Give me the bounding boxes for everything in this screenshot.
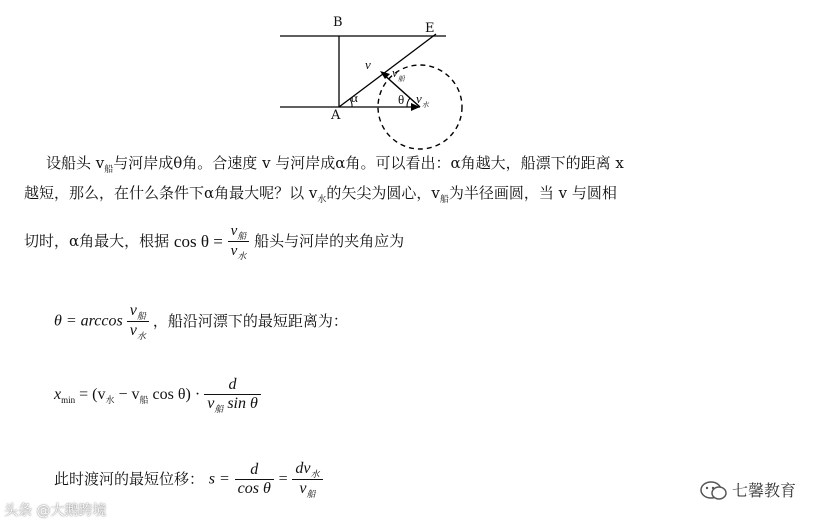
dv-over-v-fraction: $\frac{dv_水}{v_船}$ xyxy=(292,460,322,499)
label-v: v xyxy=(365,57,371,72)
cos-theta-fraction: $\frac{v_船}{v_水}$ xyxy=(228,222,250,261)
brand-name: 七馨教育 xyxy=(732,481,797,500)
equation-theta-arccos: θ = arccos $\frac{v_船}{v_水}$ ，船沿河漂下的最短距离为： xyxy=(54,302,348,341)
brand-logo xyxy=(700,480,728,502)
label-alpha: α xyxy=(351,90,358,105)
paragraph-line-2: 越短，那么，在什么条件下α角最大呢？以 $v_水$的矢尖为圆心，$v_船$为半径画圆，当 v 与圆相 xyxy=(24,184,617,205)
label-b: B xyxy=(333,15,343,30)
label-a: A xyxy=(331,108,341,123)
label-v-chuan: $v_船$ xyxy=(392,65,405,83)
equation-shortest-displacement: 此时渡河的最短位移： s = $\frac{d}{\text{cos θ}}$ = $\frac{dv_水}{v_船}$ xyxy=(54,460,323,499)
d-over-vsin-fraction: $\frac{d}{v_船 \sin \theta}$ xyxy=(204,376,261,414)
velocity-diagram xyxy=(270,10,480,150)
wechat-icon xyxy=(700,480,728,502)
label-theta: θ xyxy=(398,92,405,107)
equation-x-min: $x_{min} = (v_水 - v_船$ cos θ) · $\frac{d}{v_船 \sin \theta}$ xyxy=(54,376,261,414)
d-over-cos-fraction: $\frac{d}{\text{cos θ}}$ xyxy=(235,461,274,498)
watermark: 头条 @大鹅跨境 xyxy=(4,503,107,519)
label-e: E xyxy=(425,21,435,36)
paragraph-line-1: 设船头 $v_船$与河岸成θ角。合速度 v 与河岸成α角。可以看出：α角越大，船漂下的距离 x xyxy=(46,154,624,175)
theta-arc xyxy=(407,98,410,107)
label-v-shui: $v_水$ xyxy=(416,91,429,109)
paragraph-line-3: 切时，α角最大，根据 cos θ = $\frac{v_船}{v_水}$ 船头与河岸的夹角应为 xyxy=(24,223,405,261)
arccos-fraction: $\frac{v_船}{v_水}$ xyxy=(127,302,149,341)
